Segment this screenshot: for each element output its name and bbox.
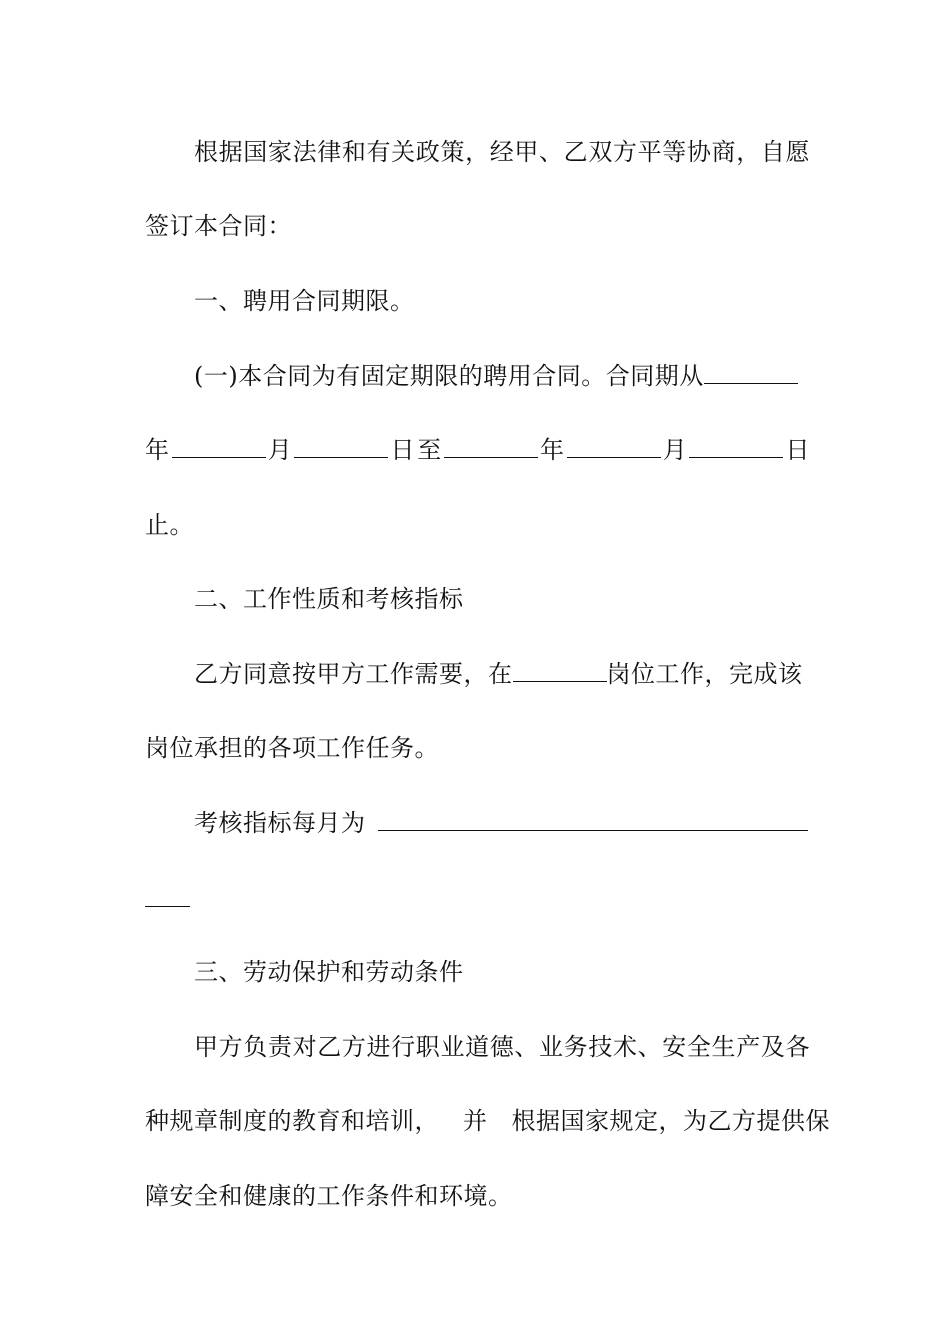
assessment-blank[interactable] [378,808,808,831]
assessment-label: 考核指标每月为 [194,809,366,837]
section-3-paragraph-line-3: 障安全和健康的工作条件和环境。 [145,1182,513,1210]
section-2-paragraph-line-2: 岗位承担的各项工作任务。 [145,734,439,762]
month-label-2: 月 [660,436,690,464]
intro-line-1: 根据国家法律和有关政策，经甲、乙双方平等协商，自愿 [194,138,810,166]
position-blank[interactable] [513,659,607,682]
work-need-text: 乙方同意按甲方工作需要，在 [194,660,513,688]
section-1-heading: 一、聘用合同期限。 [194,287,415,315]
training-text: 种规章制度的教育和培训， [145,1107,439,1135]
end-day-blank[interactable] [689,435,783,458]
section-1-paragraph-line-2 [145,434,810,466]
provide-text: 根据国家规定，为乙方提供保 [511,1107,830,1135]
section-3-paragraph-line-2 [145,1105,830,1137]
contract-term-text: (一)本合同为有固定期限的聘用合同。合同期从 [194,362,704,390]
section-3-paragraph-line-1: 甲方负责对乙方进行职业道德、业务技术、安全生产及各 [194,1033,810,1061]
complete-task-text: 岗位工作，完成该 [606,660,803,688]
start-month-blank[interactable] [172,435,266,458]
month-label-1: 月 [265,436,295,464]
section-2-paragraph-line-1 [194,658,810,690]
start-day-blank[interactable] [294,435,388,458]
day-label-2: 日 [783,436,811,464]
year-label-2: 年 [537,436,567,464]
section-1-paragraph-end: 止。 [145,511,194,539]
section-2-heading: 二、工作性质和考核指标 [194,585,464,613]
end-year-blank[interactable] [444,435,538,458]
intro-line-2: 签订本合同： [145,212,292,240]
end-month-blank[interactable] [567,435,661,458]
section-1-paragraph-line-1 [194,360,810,392]
assessment-blank-continuation[interactable] [145,906,190,907]
day-to-label: 日至 [388,436,444,464]
year-label-1: 年 [145,436,172,464]
assessment-line [194,807,810,839]
and-text: 并 [463,1107,488,1135]
start-year-blank[interactable] [704,361,798,384]
section-3-heading: 三、劳动保护和劳动条件 [194,958,464,986]
